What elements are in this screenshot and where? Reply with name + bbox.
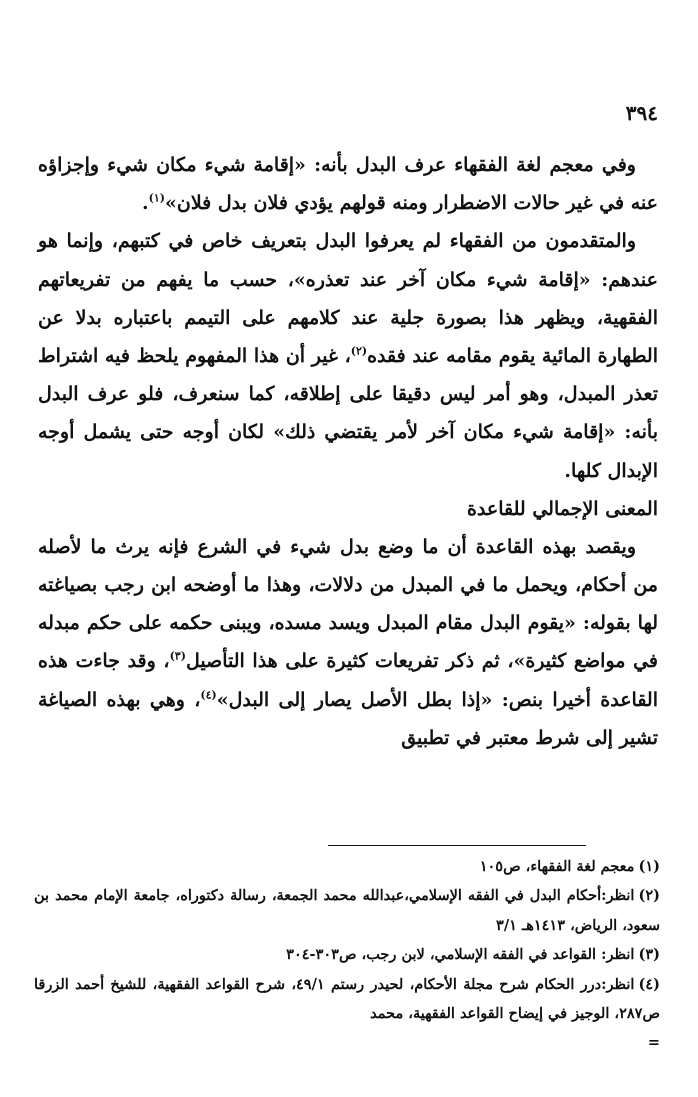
paragraph-text: ويقصد بهذه القاعدة أن ما وضع بدل شيء في الشرع فإنه يرث ما لأصله من أحكام، ويحمل ما في المبدل من دلالات، وهذا ما أوضحه ابن رجب بصياغته لها بقوله: «يقوم البدل مقام المبدل ويسد مسده، ويبنى حكمه على حكم مبدله في مواضع كثيرة»، ثم ذكر تفريعات كثيرة على هذا التأصيل <box>38 535 658 673</box>
paragraph-text-end: . <box>142 192 149 215</box>
footnote-3 <box>34 940 660 969</box>
footnote-number: (٢) <box>638 887 660 905</box>
footnote-text: معجم لغة الفقهاء، ص١٠٥ <box>479 858 635 875</box>
footnote-text: انظر:درر الحكام شرح مجلة الأحكام، لحيدر رستم ٤٩/١، شرح القواعد الفقهية، للشيخ أحمد الزرقا ص٢٨٧، الوجيز في إيضاح القواعد الفقهية، محمد <box>34 975 660 1023</box>
footnote-text: انظر: القواعد في الفقه الإسلامي، لابن رجب، ص٣٠٣-٣٠٤ <box>286 946 635 964</box>
footnote-1 <box>34 852 660 881</box>
paragraph-definition <box>38 146 658 222</box>
paragraph-text: ، وقد جاءت هذه القاعدة أخيرا بنص: «إذا بطل الأصل يصار إلى البدل» <box>38 650 659 711</box>
page-number: ٣٩٤ <box>625 101 658 125</box>
paragraph-text: ، وهي بهذه الصياغة تشير إلى شرط معتبر في تطبيق <box>38 688 658 749</box>
continuation-mark: = <box>647 1034 660 1052</box>
body-text <box>38 146 658 757</box>
footnote-ref-2[interactable]: (٢) <box>350 344 368 358</box>
footnote-number: (١) <box>638 858 660 875</box>
footnote-divider <box>328 845 586 846</box>
paragraph-text: والمتقدمون من الفقهاء لم يعرفوا البدل بتعريف خاص في كتبهم، وإنما هو عندهم: «إقامة شيء مكان آخر عند تعذره»، حسب ما يفهم من تفريعاتهم الفقهية، ويظهر هذا بصورة جلية عند كلامهم على التيمم باعتباره بدلا عن الطهارة المائية يقوم مقامه عند فقده <box>38 230 658 368</box>
paragraph-general-meaning <box>38 528 658 757</box>
paragraph-text: وفي معجم لغة الفقهاء عرف البدل بأنه: «إقامة شيء مكان شيء وإجزاؤه عنه في غير حالات الاضطرار ومنه قولهم يؤدي فلان بدل فلان» <box>38 154 658 215</box>
footnote-ref-1[interactable]: (١) <box>148 191 165 205</box>
footnote-2 <box>34 881 660 940</box>
footnote-ref-4[interactable]: (٤) <box>200 688 217 702</box>
footnote-ref-3[interactable]: (٣) <box>169 650 186 664</box>
paragraph-text-end: ، غير أن هذا المفهوم يلحظ فيه اشتراط تعذر المبدل، وهو أمر ليس دقيقا على إطلاقه، كما سنعرف، فلو عرف البدل بأنه: «إقامة شيء مكان آخر لأمر يقتضي ذلك» لكان أوجه حتى يشمل أوجه الإبدال كلها. <box>38 345 658 482</box>
section-heading: المعنى الإجمالي للقاعدة <box>466 497 658 520</box>
paragraph-early-jurists <box>38 222 658 489</box>
footnote-text: انظر:أحكام البدل في الفقه الإسلامي،عبدالله محمد الجمعة، رسالة دكتوراه، جامعة الإمام محمد بن سعود، الرياض، ١٤١٣هـ ٣/١ <box>34 887 660 934</box>
footnote-number: (٣) <box>638 946 660 964</box>
footnote-number: (٤) <box>638 975 660 993</box>
footnote-4 <box>34 970 660 1029</box>
footnotes <box>34 852 660 1058</box>
